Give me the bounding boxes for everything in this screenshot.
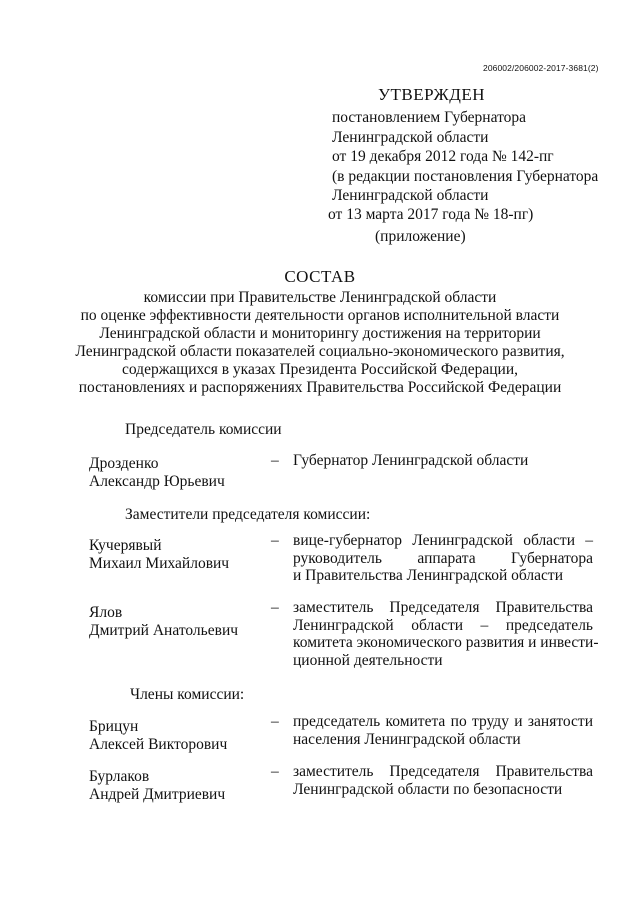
- member-surname: Бурлаков: [89, 768, 150, 785]
- document-number: 206002/206002-2017-3681(2): [483, 63, 599, 73]
- composition-line: Ленинградской области показателей социально-экономического развития,: [75, 343, 565, 360]
- approval-line: Ленинградской области: [332, 187, 489, 204]
- section-chair: Председатель комиссии: [125, 421, 282, 438]
- position-line: ционной деятельности: [293, 651, 443, 669]
- position-line: Ленинградской области – председатель: [293, 616, 593, 634]
- position-line: заместитель Председателя Правительства: [293, 763, 593, 780]
- approval-line: от 19 декабря 2012 года № 142-пг: [332, 148, 554, 165]
- member-surname: Брицун: [89, 718, 139, 735]
- composition-line: Ленинградской области и мониторингу достижения на территории: [99, 325, 541, 342]
- member-surname: Кучерявый: [89, 537, 162, 554]
- composition-line: по оценке эффективности деятельности органов исполнительной власти: [80, 307, 560, 324]
- approval-line: (в редакции постановления Губернатора: [332, 168, 599, 185]
- approval-line: Ленинградской области: [332, 129, 489, 146]
- composition-line: постановлениях и распоряжениях Правительства Российской Федерации: [78, 379, 562, 396]
- member-position: [293, 532, 593, 585]
- member-dash: –: [271, 713, 279, 730]
- approval-line: (приложение): [375, 228, 466, 245]
- position-line: населения Ленинградской области: [293, 730, 521, 748]
- section-members: Члены комиссии:: [130, 686, 245, 703]
- member-position: [293, 599, 599, 669]
- position-line: вице-губернатор Ленинградской области –: [293, 532, 593, 549]
- position-line: председатель комитета по труду и занятости: [293, 713, 593, 730]
- member-dash: –: [271, 599, 279, 616]
- member-given-name: Александр Юрьевич: [89, 473, 225, 490]
- position-line: комитета экономического развития и инвести-: [293, 634, 599, 652]
- position-line: Губернатор Ленинградской области: [293, 452, 529, 469]
- member-surname: Дрозденко: [89, 455, 159, 472]
- member-given-name: Михаил Михайлович: [89, 555, 230, 572]
- section-deputies: Заместители председателя комиссии:: [125, 506, 371, 523]
- member-dash: –: [271, 452, 279, 469]
- member-position: [293, 763, 593, 798]
- composition-line: комиссии при Правительстве Ленинградской области: [143, 289, 497, 306]
- composition-line: содержащихся в указах Президента Российской Федерации,: [122, 361, 518, 378]
- member-given-name: Дмитрий Анатольевич: [89, 622, 239, 639]
- member-position: [293, 713, 593, 748]
- member-given-name: Андрей Дмитриевич: [89, 786, 226, 803]
- member-position: [293, 452, 593, 470]
- composition-title: СОСТАВ: [284, 267, 356, 286]
- approval-line: постановлением Губернатора: [332, 109, 527, 126]
- member-given-name: Алексей Викторович: [89, 736, 228, 753]
- member-surname: Ялов: [89, 604, 123, 621]
- position-line: и Правительства Ленинградской области: [293, 567, 563, 585]
- approval-title: УТВЕРЖДЕН: [378, 85, 485, 104]
- approval-line: от 13 марта 2017 года № 18-пг): [328, 206, 534, 223]
- position-line: заместитель Председателя Правительства: [293, 599, 593, 616]
- position-line: Ленинградской области по безопасности: [293, 780, 563, 798]
- member-dash: –: [271, 532, 279, 549]
- member-dash: –: [271, 763, 279, 780]
- position-line: руководитель аппарата Губернатора: [293, 549, 593, 567]
